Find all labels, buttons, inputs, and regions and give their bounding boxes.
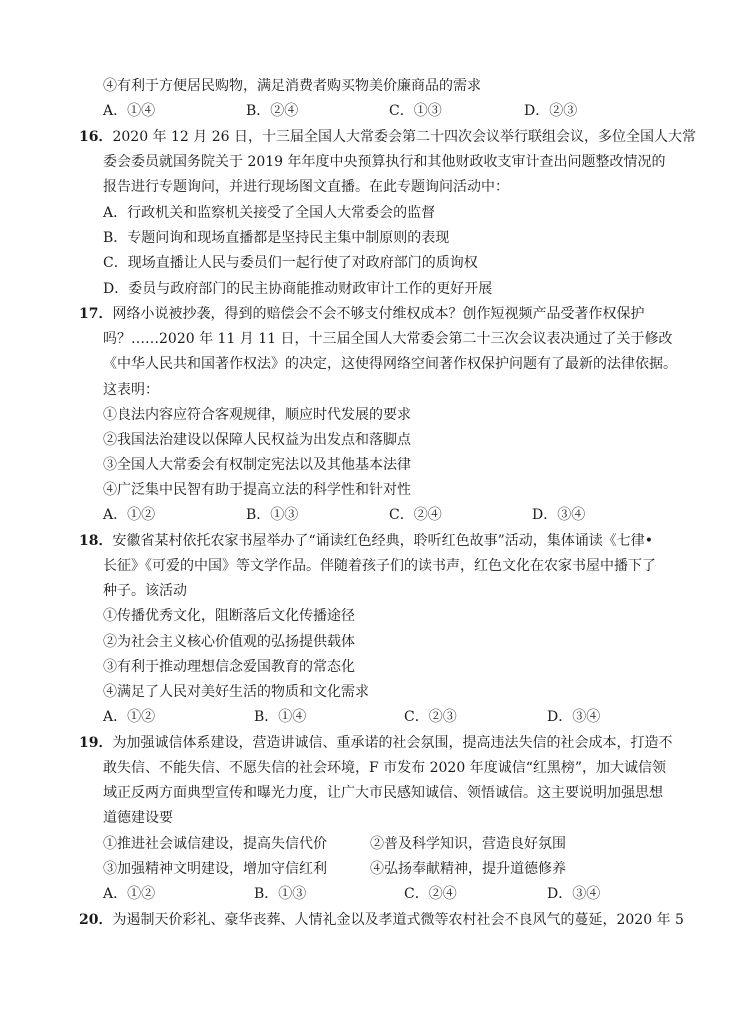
q18-statement-3: ③有利于推动理想信念爱国教育的常态化 xyxy=(103,659,355,675)
q17-number: 17． xyxy=(79,306,113,322)
q19-statement-1: ①推进社会诚信建设，提高失信代价 xyxy=(103,836,327,852)
q17-option-b[interactable]: B．①③ xyxy=(246,507,299,523)
q19-statement-4: ④弘扬奉献精神，提升道德修养 xyxy=(370,861,566,877)
q17-stem-line-1: 17．网络小说被抄袭，得到的赔偿会不会不够支付维权成本？创作短视频产品受著作权保护 xyxy=(79,306,645,322)
q15-statement-4: ④有利于方便居民购物，满足消费者购买物美价廉商品的需求 xyxy=(103,78,481,94)
q18-option-d[interactable]: D．③④ xyxy=(547,709,601,725)
q18-options xyxy=(103,707,663,727)
q17-statement-1: ①良法内容应符合客观规律，顺应时代发展的要求 xyxy=(103,407,411,423)
q17-statement-2: ②我国法治建设以保障人民权益为出发点和落脚点 xyxy=(103,432,411,448)
q19-statement-3: ③加强精神文明建设，增加守信红利 xyxy=(103,861,327,877)
q19-option-b[interactable]: B．①③ xyxy=(254,886,307,902)
q19-options xyxy=(103,884,663,904)
q17-stem-line-4: 这表明： xyxy=(103,382,159,398)
q18-statement-2: ②为社会主义核心价值观的弘扬提供载体 xyxy=(103,634,355,650)
q18-option-b[interactable]: B．①④ xyxy=(254,709,307,725)
q20-number: 20． xyxy=(79,912,113,928)
q15-option-d[interactable]: D．②③ xyxy=(524,103,578,119)
q19-statement-2: ②普及科学知识，营造良好氛围 xyxy=(370,836,566,852)
q18-stem-line-1: 18．安徽省某村依托农家书屋举办了“诵读红色经典，聆听红色故事”活动，集体诵读《七律• xyxy=(79,533,654,549)
q19-number: 19． xyxy=(79,735,113,751)
q16-choice-c[interactable]: C．现场直播让人民与委员们一起行使了对政府部门的质询权 xyxy=(103,255,478,271)
q18-statement-4: ④满足了人民对美好生活的物质和文化需求 xyxy=(103,684,369,700)
q18-number: 18． xyxy=(79,533,113,549)
q16-stem-line-2: 委会委员就国务院关于 2019 年年度中央预算执行和其他财政收支审计查出问题整改情况的 xyxy=(103,154,666,170)
q17-option-a[interactable]: A．①② xyxy=(103,507,156,523)
q16-stem-line-3: 报告进行专题询问，并进行现场图文直播。在此专题询问活动中： xyxy=(103,179,509,195)
q17-statement-3: ③全国人大常委会有权制定宪法以及其他基本法律 xyxy=(103,457,411,473)
q18-option-c[interactable]: C．②③ xyxy=(404,709,457,725)
q19-stem-line-4: 道德建设要 xyxy=(103,810,173,826)
q16-choice-d[interactable]: D．委员与政府部门的民主协商能推动财政审计工作的更好开展 xyxy=(103,281,493,297)
q17-stem-line-2: 吗？……2020 年 11 月 11 日，十三届全国人大常委会第二十三次会议表决通过了关于修改 xyxy=(103,331,673,347)
q17-option-c[interactable]: C．②④ xyxy=(389,507,442,523)
q18-option-a[interactable]: A．①② xyxy=(103,709,156,725)
q16-choice-a[interactable]: A．行政机关和监察机关接受了全国人大常委会的监督 xyxy=(103,205,436,221)
q19-stem-line-2: 敢失信、不能失信、不愿失信的社会环境，F 市发布 2020 年度诚信“红黑榜”，加大诚信领 xyxy=(103,760,667,776)
q18-statement-1: ①传播优秀文化，阻断落后文化传播途径 xyxy=(103,608,355,624)
q16-stem-line-1: 16．2020 年 12 月 26 日，十三届全国人大常委会第二十四次会议举行联组会议，多位全国人大常 xyxy=(79,129,696,145)
q19-stem-line-1: 19．为加强诚信体系建设，营造讲诚信、重承诺的社会氛围，提高违法失信的社会成本，打造不 xyxy=(79,735,673,751)
q18-stem-line-3: 种子。该活动 xyxy=(103,583,187,599)
q17-statement-4: ④广泛集中民智有助于提高立法的科学性和针对性 xyxy=(103,482,411,498)
q17-stem-line-3: 《中华人民共和国著作权法》的决定，这使得网络空间著作权保护问题有了最新的法律依据。 xyxy=(103,356,677,372)
q19-option-c[interactable]: C．②④ xyxy=(404,886,457,902)
q19-option-a[interactable]: A．①② xyxy=(103,886,156,902)
q15-option-b[interactable]: B．②④ xyxy=(246,103,299,119)
q16-choice-b[interactable]: B．专题问询和现场直播都是坚持民主集中制原则的表现 xyxy=(103,230,450,246)
q15-option-a[interactable]: A．①④ xyxy=(103,103,156,119)
q17-options xyxy=(103,505,663,525)
q19-option-d[interactable]: D．③④ xyxy=(547,886,601,902)
q15-options xyxy=(103,101,663,121)
q16-number: 16． xyxy=(79,129,113,145)
q19-stem-line-3: 域正反两方面典型宣传和曝光力度，让广大市民感知诚信、领悟诚信。这主要说明加强思想 xyxy=(103,785,663,801)
q18-stem-line-2: 长征》《可爱的中国》等文学作品。伴随着孩子们的读书声，红色文化在农家书屋中播下了 xyxy=(103,558,656,574)
q17-option-d[interactable]: D．③④ xyxy=(532,507,586,523)
q15-option-c[interactable]: C．①③ xyxy=(389,103,442,119)
q20-stem-line-1: 20．为遏制天价彩礼、豪华丧葬、人情礼金以及孝道式微等农村社会不良风气的蔓延，2020 年 5 xyxy=(79,912,684,928)
